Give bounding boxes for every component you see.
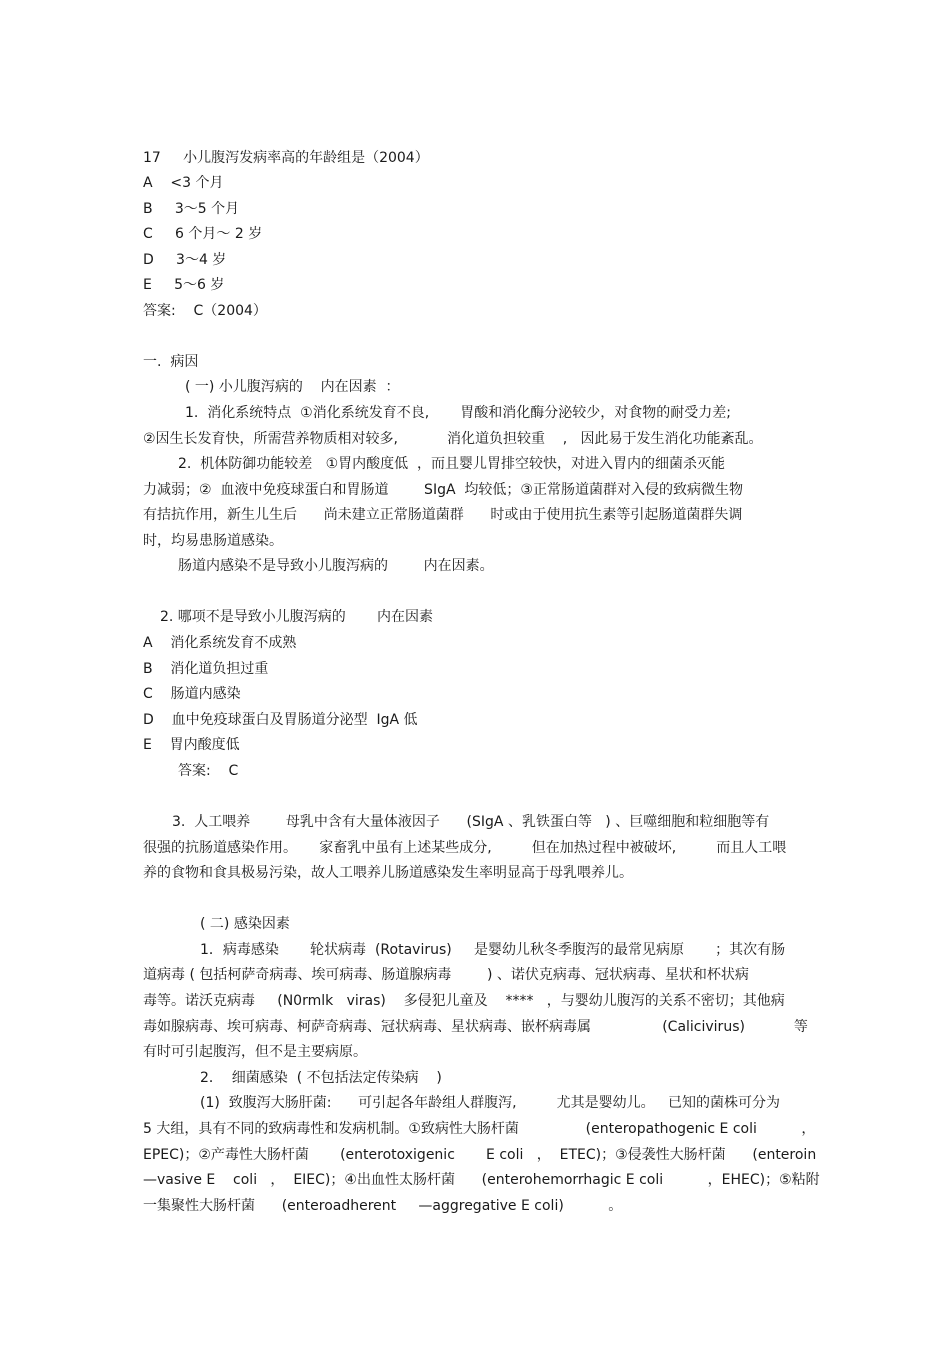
text-line-q17-e: E 5～6 岁	[143, 277, 225, 293]
text-line-q2-b: B 消化道负担过重	[143, 661, 269, 677]
text-line-p2-l1: 2. 机体防御功能较差 ①胃内酸度低 ，而且婴儿胃排空较快，对进入胃内的细菌杀灭能	[178, 456, 726, 472]
text-line-sec1-title: 一. 病因	[143, 354, 199, 370]
text-line-p4-l4: 毒如腺病毒、埃可病毒、柯萨奇病毒、冠状病毒、星状病毒、嵌杯病毒属 (Calicivirus) 等	[143, 1019, 808, 1035]
text-line-q2-e: E 胃内酸度低	[143, 737, 240, 753]
text-line-p2-note: 肠道内感染不是导致小儿腹泻病的 内在因素。	[178, 558, 494, 574]
text-line-q17-a: A <3 个月	[143, 175, 224, 191]
text-line-q2-c: C 肠道内感染	[143, 686, 241, 702]
text-line-sec1-sub1: ( 一) 小儿腹泻病的 内在因素 ：	[185, 379, 400, 395]
text-line-p5-l1: 2． 细菌感染 ( 不包括法定传染病 )	[200, 1070, 442, 1086]
text-line-p6-l1: (1) 致腹泻大肠肝菌: 可引起各年龄组人群腹泻, 尤其是婴幼儿。 已知的菌株可分为	[200, 1095, 780, 1111]
text-line-p2-l2: 力减弱；② 血液中免疫球蛋白和胃肠道 SIgA 均较低；③正常肠道菌群对入侵的致病微生物	[143, 482, 743, 498]
text-line-p6-l2: 5 大组，具有不同的致病毒性和发病机制。①致病性大肠杆菌 (enteropathogenic E coli ，	[143, 1121, 816, 1137]
text-line-q2-answer: 答案: C	[178, 763, 239, 779]
text-line-p6-l5: 一集聚性大肠杆菌 (enteroadherent —aggregative E coli) 。	[143, 1198, 623, 1214]
text-line-p4-l2: 道病毒 ( 包括柯萨奇病毒、埃可病毒、肠道腺病毒 ) 、诺伏克病毒、冠状病毒、星状和杯状病	[143, 967, 749, 983]
text-line-p6-l3: EPEC)；②产毒性大肠杆菌 (enterotoxigenic E coli ， ETEC)；③侵袭性大肠杆菌 (enteroin	[143, 1147, 817, 1163]
text-line-sec2-sub: ( 二) 感染因素	[200, 916, 290, 932]
text-line-p6-l4: —vasive E coli ， EIEC)；④出血性太肠杆菌 (enterohemorrhagic E coli ，EHEC)；⑤粘附	[143, 1172, 820, 1188]
text-line-p1-l1: 1. 消化系统特点 ①消化系统发育不良, 胃酸和消化酶分泌较少，对食物的耐受力差;	[185, 405, 732, 421]
text-line-p3-l1: 3. 人工喂养 母乳中含有大量体液因子 (SIgA 、乳铁蛋白等 ) 、巨噬细胞和粒细胞等有	[172, 814, 770, 830]
text-line-q17-c: C 6 个月～ 2 岁	[143, 226, 263, 242]
text-line-p3-l3: 养的食物和食具极易污染，故人工喂养儿肠道感染发生率明显高于母乳喂养儿。	[143, 865, 633, 881]
text-line-p3-l2: 很强的抗肠道感染作用。 家畜乳中虽有上述某些成分, 但在加热过程中被破坏, 而且人工喂	[143, 840, 787, 856]
text-line-q2-d: D 血中免疫球蛋白及胃肠道分泌型 IgA 低	[143, 712, 418, 728]
text-line-q17-answer: 答案: C（2004）	[143, 303, 267, 319]
text-line-q2-a: A 消化系统发育不成熟	[143, 635, 297, 651]
text-line-q17-d: D 3～4 岁	[143, 252, 227, 268]
text-line-q17-stem: 17 小儿腹泻发病率高的年龄组是（2004）	[143, 150, 429, 166]
text-line-p2-l3: 有拮抗作用，新生儿生后 尚未建立正常肠道菌群 时或由于使用抗生素等引起肠道菌群失调	[143, 507, 743, 523]
text-line-p4-l5: 有时可引起腹泻，但不是主要病原。	[143, 1044, 367, 1060]
text-line-p4-l1: 1．病毒感染 轮状病毒 (Rotavirus) 是婴幼儿秋冬季腹泻的最常见病原 ；其次有肠	[200, 942, 786, 958]
text-line-p1-l2: ②因生长发育快，所需营养物质相对较多, 消化道负担较重 , 因此易于发生消化功能紊乱。	[143, 431, 763, 447]
text-line-p2-l4: 时，均易患肠道感染。	[143, 533, 283, 549]
text-line-q17-b: B 3～5 个月	[143, 201, 240, 217]
text-line-q2-stem: 2. 哪项不是导致小儿腹泻病的 内在因素	[160, 609, 433, 625]
text-line-p4-l3: 毒等。诺沃克病毒 (N0rmlk viras) 多侵犯儿童及 **** ，与婴幼儿腹泻的关系不密切；其他病	[143, 993, 785, 1009]
